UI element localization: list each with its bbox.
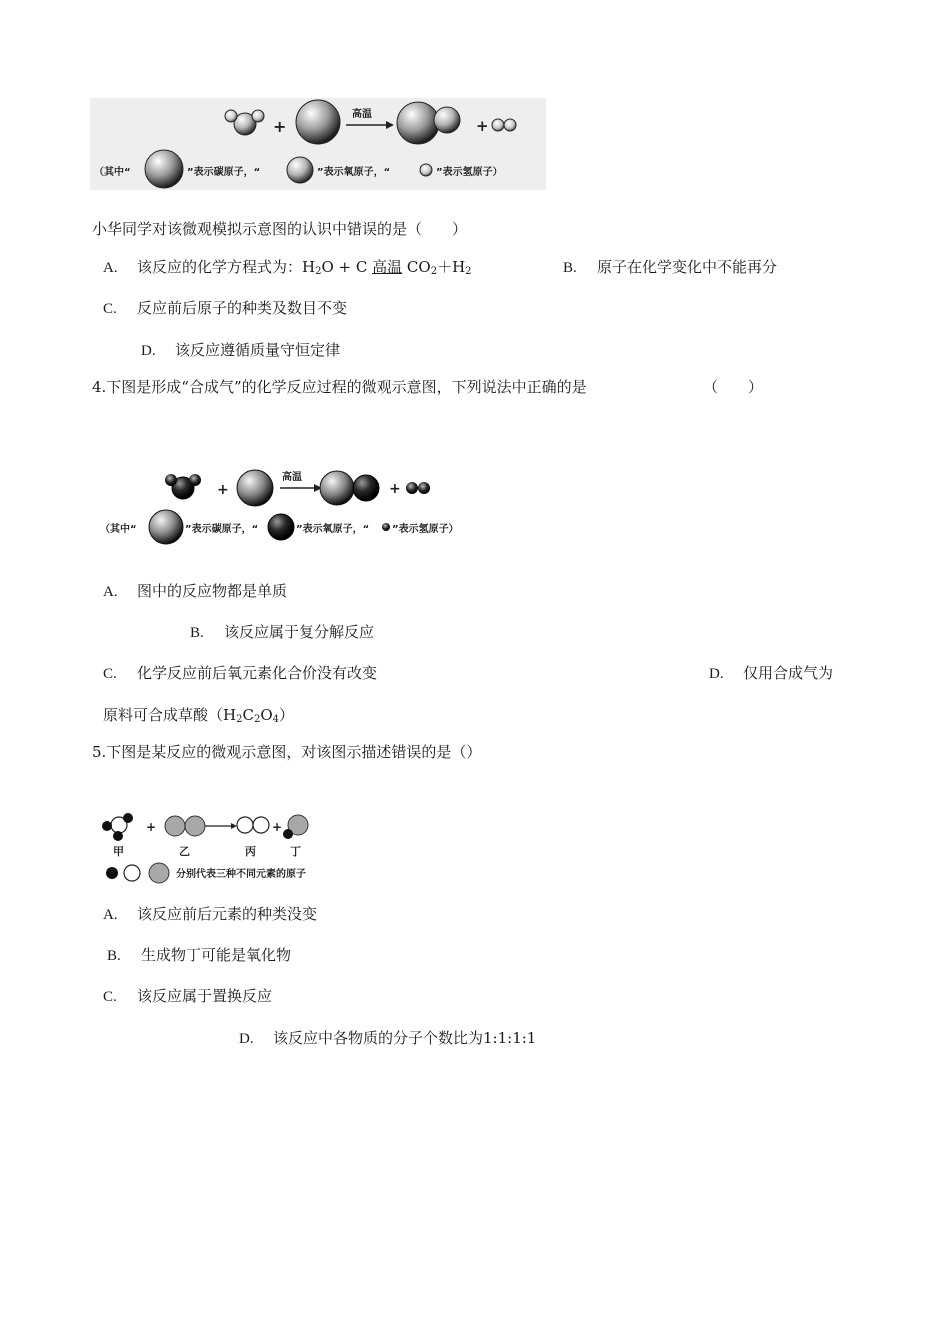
- reaction-figure-1-svg: [90, 98, 546, 190]
- q5-option-b[interactable]: B. 生成物丁可能是氧化物: [107, 946, 292, 964]
- question-5-stem: 5.下图是某反应的微观示意图，对该图示描述错误的是（）: [92, 743, 482, 761]
- q5-option-c[interactable]: C. 该反应属于置换反应: [103, 987, 273, 1005]
- label-ding: 丁: [290, 845, 301, 858]
- reaction-figure-3: [98, 808, 350, 888]
- reaction-figure-2-svg: [100, 466, 475, 548]
- legend2-hydrogen: ”表示氢原子）: [392, 524, 459, 535]
- water-molecule-2: [165, 474, 201, 499]
- hydrogen-legend-icon-2: [382, 523, 390, 531]
- white-atom-legend-icon: [124, 865, 140, 881]
- legend2-carbon: ”表示碳原子，“: [185, 524, 259, 535]
- svg-text:+: +: [217, 482, 229, 498]
- q3-option-d[interactable]: D. 该反应遵循质量守恒定律: [141, 341, 341, 359]
- oxygen-legend-icon-2: [268, 514, 294, 540]
- legend2-prefix: （其中“: [100, 524, 137, 535]
- q3-option-c[interactable]: C. 反应前后原子的种类及数目不变: [103, 299, 348, 317]
- q5-option-d[interactable]: D. 该反应中各物质的分子个数比为1:1:1:1: [239, 1029, 537, 1047]
- molecule-bing: [237, 817, 269, 833]
- svg-text:+: +: [273, 117, 287, 136]
- q4-option-d[interactable]: D. 仅用合成气为: [709, 664, 834, 682]
- legend-prefix: （其中“: [94, 167, 131, 178]
- atom-legend-text: 分别代表三种不同元素的原子: [176, 869, 306, 880]
- q4-option-d-continued: 原料可合成草酸$(H_2C_2O_4)$: [103, 706, 295, 725]
- question-4-bracket: （ ）: [703, 378, 764, 396]
- h2-molecule: [492, 119, 516, 131]
- label-bing: 丙: [245, 845, 256, 858]
- label-yi: 乙: [179, 845, 190, 858]
- label-jia: 甲: [113, 845, 124, 858]
- legend-hydrogen: ”表示氢原子）: [436, 167, 503, 178]
- carbon-atom: [296, 100, 340, 144]
- black-atom-legend-icon: [106, 867, 118, 879]
- condition-label: 高温: [352, 109, 372, 120]
- molecule-jia: [102, 813, 133, 841]
- h2-molecule-2: [406, 482, 430, 494]
- carbon-atom-2: [237, 470, 273, 506]
- legend2-oxygen: ”表示氧原子，“: [296, 524, 370, 535]
- q4-option-b[interactable]: B. 该反应属于复分解反应: [190, 623, 375, 641]
- condition-underlined: 高温: [372, 258, 403, 276]
- reaction-figure-1: [90, 98, 546, 190]
- carbon-legend-icon: [145, 150, 183, 188]
- legend-carbon: ”表示碳原子，“: [187, 167, 261, 178]
- legend-oxygen: ”表示氧原子，“: [317, 167, 391, 178]
- svg-text:+: +: [272, 820, 283, 834]
- oxygen-legend-icon: [287, 157, 313, 183]
- svg-text:+: +: [389, 481, 401, 497]
- q3-option-b[interactable]: B. 原子在化学变化中不能再分: [563, 258, 778, 276]
- reaction-figure-3-svg: [98, 808, 350, 888]
- q5-option-a[interactable]: A. 该反应前后元素的种类没变: [103, 905, 318, 923]
- carbon-legend-icon-2: [149, 510, 183, 544]
- condition-label-2: 高温: [282, 472, 302, 483]
- water-molecule: [225, 110, 264, 135]
- q4-option-a[interactable]: A. 图中的反应物都是单质: [103, 582, 288, 600]
- question-3-stem: 小华同学对该微观模拟示意图的认识中错误的是（ ）: [92, 220, 468, 238]
- molecule-yi: [165, 816, 205, 836]
- q3-option-a[interactable]: A. 该反应的化学方程式为：$H_2O + C$ 高温 $CO_2+H_2$: [103, 258, 472, 277]
- q4-option-c[interactable]: C. 化学反应前后氧元素化合价没有改变: [103, 664, 378, 682]
- hydrogen-legend-icon: [420, 164, 432, 176]
- co-molecule: [397, 102, 460, 144]
- co-molecule-2: [320, 471, 379, 505]
- gray-atom-legend-icon: [149, 863, 169, 883]
- svg-text:+: +: [476, 117, 489, 135]
- question-4-stem: 4.下图是形成“合成气”的化学反应过程的微观示意图，下列说法中正确的是: [92, 378, 587, 396]
- svg-text:+: +: [146, 820, 157, 834]
- molecule-ding: [283, 815, 308, 839]
- reaction-figure-2: [100, 466, 475, 548]
